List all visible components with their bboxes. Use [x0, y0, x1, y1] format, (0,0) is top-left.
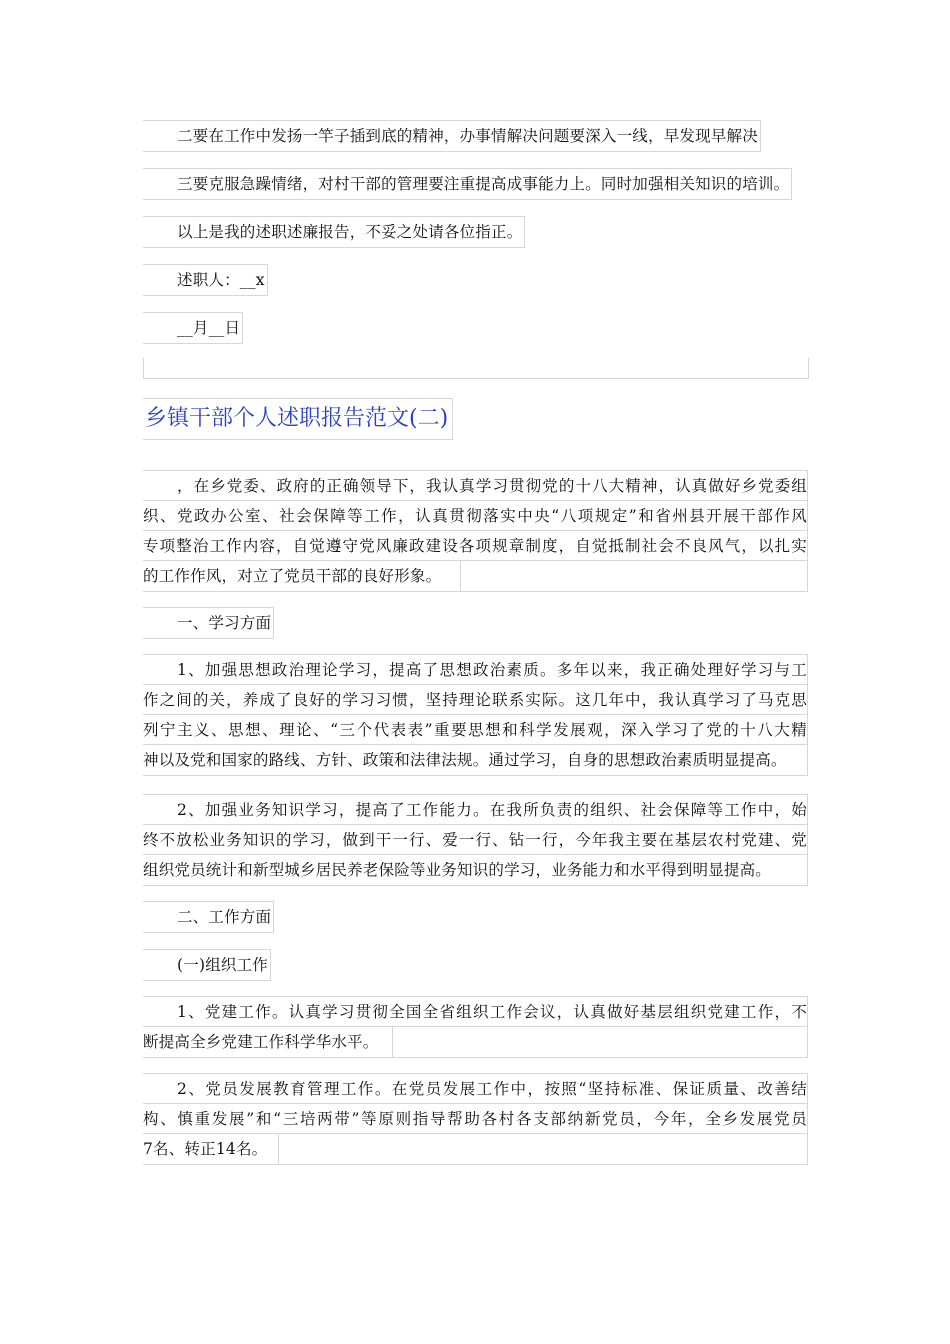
intro-paragraph	[143, 470, 808, 592]
intro-line: 织、党政办公室、社会保障等工作，认真贯彻落实中央“八项规定”和省州县开展干部作风	[143, 501, 807, 531]
section-title-work: 二、工作方面	[143, 901, 274, 933]
paragraph-line: 2、加强业务知识学习，提高了工作能力。在我所负责的组织、社会保障等工作中，始	[143, 795, 807, 825]
paragraph-line: 断提高全乡党建工作科学华水平。	[143, 1027, 393, 1057]
paragraph-line-point-two: 二要在工作中发扬一竿子插到底的精神，办事情解决问题要深入一线，早发现早解决	[143, 120, 761, 152]
paragraph-line: 2、党员发展教育管理工作。在党员发展工作中，按照“坚持标准、保证质量、改善结	[143, 1074, 807, 1104]
paragraph-line: 构、慎重发展”和“三培两带”等原则指导帮助各村各支部纳新党员，今年，全乡发展党员	[143, 1104, 807, 1134]
paragraph-line: 7名、转正14名。	[143, 1134, 279, 1164]
paragraph-line: 终不放松业务知识的学习，做到干一行、爱一行、钻一行，今年我主要在基层农村党建、党	[143, 825, 807, 855]
signatory-line: 述职人：__x	[143, 264, 268, 296]
section-divider	[143, 358, 809, 379]
paragraph-line: 1、党建工作。认真学习贯彻全国全省组织工作会议，认真做好基层组织党建工作，不	[143, 997, 807, 1027]
paragraph-line-point-three: 三要克服急躁情绪，对村干部的管理要注重提高成事能力上。同时加强相关知识的培训。	[143, 168, 792, 200]
work-paragraph-1	[143, 996, 808, 1058]
date-line: __月__日	[143, 312, 243, 344]
section-title-study: 一、学习方面	[143, 607, 274, 639]
section-heading: 乡镇干部个人述职报告范文(二)	[143, 398, 453, 440]
paragraph-line: 组织党员统计和新型城乡居民养老保险等业务知识的学习，业务能力和水平得到明显提高。	[143, 861, 772, 879]
intro-line: 的工作作风，对立了党员干部的良好形象。	[143, 561, 461, 591]
paragraph-line: 列宁主义、思想、理论、“三个代表表”重要思想和科学发展观，深入学习了党的十八大精	[143, 715, 807, 745]
subsection-title-organization: (一)组织工作	[143, 949, 271, 981]
paragraph-line: 作之间的关，养成了良好的学习习惯，坚持理论联系实际。这几年中，我认真学习了马克思	[143, 685, 807, 715]
intro-line: ，在乡党委、政府的正确领导下，我认真学习贯彻党的十八大精神，认真做好乡党委组	[143, 471, 807, 501]
study-paragraph-2	[143, 794, 808, 886]
work-paragraph-2	[143, 1073, 808, 1165]
study-paragraph-1	[143, 654, 808, 776]
intro-line: 专项整治工作内容，自觉遵守党风廉政建设各项规章制度，自觉抵制社会不良风气，以扎实	[143, 531, 807, 561]
paragraph-line: 1、加强思想政治理论学习，提高了思想政治素质。多年以来，我正确处理好学习与工	[143, 655, 807, 685]
paragraph-line: 神以及党和国家的路线、方针、政策和法律法规。通过学习，自身的思想政治素质明显提高。	[143, 751, 787, 769]
closing-remark: 以上是我的述职述廉报告，不妥之处请各位指正。	[143, 216, 525, 248]
